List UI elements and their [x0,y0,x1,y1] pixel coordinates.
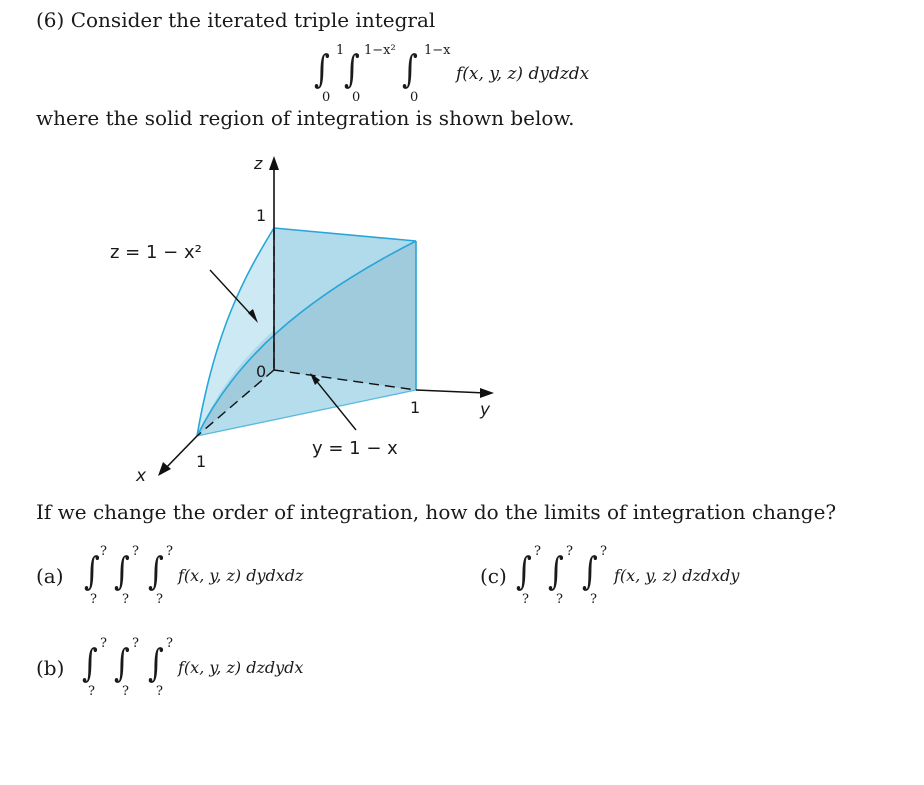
integral-sign: ∫ [547,549,564,593]
limit-placeholder: ? [88,684,95,699]
main-integrand: f(x, y, z) dydzdx [456,64,590,84]
limit-placeholder: ? [132,544,139,559]
integral-sign: ∫ [147,641,164,685]
integral-sign: ∫ [147,549,164,593]
limit-placeholder: ? [156,684,163,699]
outer-upper-limit: 1 [336,43,345,58]
y-tick-label: 1 [410,398,421,417]
inner-upper-limit: 1−x [424,43,451,58]
surface-label: z = 1 − x² [110,242,202,263]
y-axis-line [416,390,486,393]
limit-placeholder: ? [166,636,173,651]
x-tick-label: 1 [196,452,207,471]
limit-placeholder: ? [156,592,163,607]
integral-sign: ∫ [81,641,98,685]
middle-lower-limit: 0 [352,90,361,105]
option-b-integrand: f(x, y, z) dzdydx [178,658,304,677]
integral-sign: ∫ [581,549,598,593]
inner-lower-limit: 0 [410,90,419,105]
z-axis-arrow-icon [269,156,279,170]
limit-placeholder: ? [522,592,529,607]
region-description: where the solid region of integration is shown below. [36,106,575,130]
option-a-label: (a) [36,564,64,588]
limit-placeholder: ? [556,592,563,607]
option-a-integrand: f(x, y, z) dydxdz [178,566,304,585]
option-c-label: (c) [480,564,507,588]
middle-upper-limit: 1−x² [364,43,396,58]
integral-sign: ∫ [83,549,100,593]
integral-sign-middle: ∫ [343,47,360,91]
limit-placeholder: ? [132,636,139,651]
limit-placeholder: ? [590,592,597,607]
integral-sign: ∫ [113,549,130,593]
limit-placeholder: ? [100,544,107,559]
change-order-question: If we change the order of integration, how do the limits of integration change? [36,500,837,524]
z-tick-label: 1 [256,206,267,225]
limit-placeholder: ? [122,684,129,699]
x-axis-label: x [136,466,147,486]
option-c-integrand: f(x, y, z) dzdxdy [614,566,740,585]
limit-placeholder: ? [166,544,173,559]
outer-lower-limit: 0 [322,90,331,105]
limit-placeholder: ? [566,544,573,559]
problem-number: (6) [36,8,65,32]
limit-placeholder: ? [534,544,541,559]
y-axis-label: y [480,400,491,420]
limit-placeholder: ? [90,592,97,607]
plane-label: y = 1 − x [312,438,398,459]
limit-placeholder: ? [100,636,107,651]
y-axis-arrow-icon [480,388,494,398]
problem-intro: Consider the iterated triple integral [70,8,436,32]
integral-sign-outer: ∫ [313,47,330,91]
integral-sign: ∫ [515,549,532,593]
origin-label: 0 [256,362,267,381]
limit-placeholder: ? [122,592,129,607]
integral-sign-inner: ∫ [401,47,418,91]
limit-placeholder: ? [600,544,607,559]
option-b-label: (b) [36,656,65,680]
z-axis-label: z [254,154,263,173]
integral-sign: ∫ [113,641,130,685]
